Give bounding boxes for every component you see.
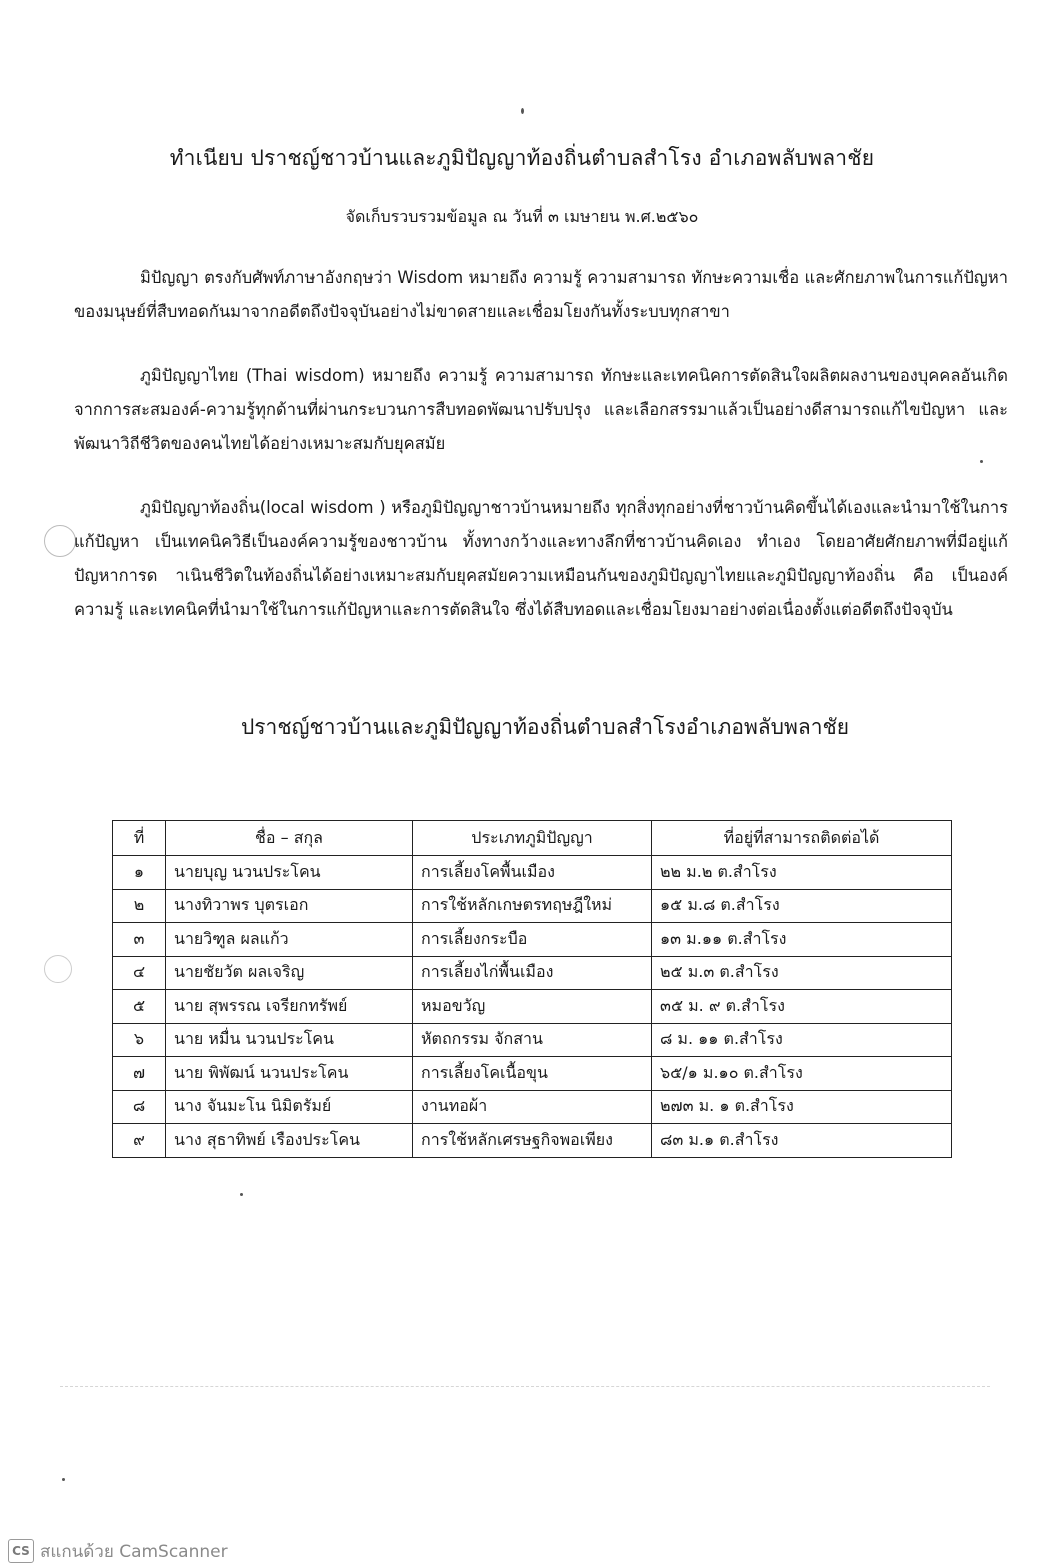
cell-wisdom-type: การเลี้ยงโคเนื้อขุน (413, 1057, 652, 1091)
document-title: ทำเนียบ ปราชญ์ชาวบ้านและภูมิปัญญาท้องถิ่นตำบลสำโรง อำเภอพลับพลาชัย (169, 146, 875, 170)
scan-speck (521, 108, 524, 114)
table-row (113, 1124, 952, 1158)
cell-name: นายชัยวัต ผลเจริญ (166, 956, 413, 990)
cell-address: ๒๗๓ ม. ๑ ต.สำโรง (652, 1090, 952, 1124)
cell-name: นาย หมื่น นวนประโคน (166, 1023, 413, 1057)
cell-address: ๑๕ ม.๘ ต.สำโรง (652, 889, 952, 923)
cell-address: ๘๓ ม.๑ ต.สำโรง (652, 1124, 952, 1158)
table-header-row (113, 821, 952, 856)
cell-number: ๔ (113, 956, 166, 990)
camscanner-label: สแกนด้วย CamScanner (40, 1541, 228, 1562)
punch-hole-mark (44, 955, 72, 983)
cell-name: นางทิวาพร บุตรเอก (166, 889, 413, 923)
cell-name: นายบุญ นวนประโคน (166, 856, 413, 890)
cell-number: ๙ (113, 1124, 166, 1158)
cell-number: ๒ (113, 889, 166, 923)
cell-address: ๒๕ ม.๓ ต.สำโรง (652, 956, 952, 990)
cell-number: ๘ (113, 1090, 166, 1124)
cell-wisdom-type: การใช้หลักเศรษฐกิจพอเพียง (413, 1124, 652, 1158)
cell-address: ๖๕/๑ ม.๑๐ ต.สำโรง (652, 1057, 952, 1091)
cell-name: นาง จันมะโน นิมิตรัมย์ (166, 1090, 413, 1124)
cell-address: ๓๕ ม. ๙ ต.สำโรง (652, 990, 952, 1024)
table-row (113, 856, 952, 890)
scan-speck (62, 1478, 65, 1481)
column-header-number: ที่ (113, 821, 166, 856)
paragraph-thai-wisdom: ภูมิปัญญาไทย (Thai wisdom) หมายถึง ความรู้ ความสามารถ ทักษะและเทคนิคการตัดสินใจผลิตผลงานของบุคคลอันเกิดจากการสะสมองค์-ความรู้ทุกด้านที่ผ่านกระบวนการสืบทอดพัฒนาปรับปรุง และเลือกสรรมาแล้วเป็นอย่างดีสามารถแก้ไขปัญหา และพัฒนาวิถีชีวิตของคนไทยได้อย่างเหมาะสมกับยุคสมัย (74, 366, 1008, 453)
table-row (113, 1023, 952, 1057)
cell-number: ๕ (113, 990, 166, 1024)
cell-wisdom-type: การใช้หลักเกษตรทฤษฎีใหม่ (413, 889, 652, 923)
cell-name: นายวิฑูล ผลแก้ว (166, 923, 413, 957)
table-row (113, 1057, 952, 1091)
cell-wisdom-type: การเลี้ยงกระบือ (413, 923, 652, 957)
wisdom-table (112, 820, 952, 1158)
scan-divider-line (60, 1386, 990, 1387)
column-header-wisdom-type: ประเภทภูมิปัญญา (413, 821, 652, 856)
cell-address: ๑๓ ม.๑๑ ต.สำโรง (652, 923, 952, 957)
cell-wisdom-type: หัตถกรรม จักสาน (413, 1023, 652, 1057)
cell-address: ๒๒ ม.๒ ต.สำโรง (652, 856, 952, 890)
table-row (113, 956, 952, 990)
cell-number: ๓ (113, 923, 166, 957)
table-row (113, 889, 952, 923)
table-row (113, 923, 952, 957)
paragraph-local-wisdom: ภูมิปัญญาท้องถิ่น(local wisdom ) หรือภูมิปัญญาชาวบ้านหมายถึง ทุกสิ่งทุกอย่างที่ชาวบ้านคิดขึ้นได้เองและนำมาใช้ในการแก้ปัญหา เป็นเทคนิควิธีเป็นองค์ความรู้ของชาวบ้าน ทั้งทางกว้างและทางลึกที่ชาวบ้านคิดเอง ทำเอง โดยอาศัยศักยภาพที่มีอยู่แก้ปัญหาการด าเนินชีวิตในท้องถิ่นได้อย่างเหมาะสมกับยุคสมัยความเหมือนกันของภูมิปัญญาไทยและภูมิปัญญาท้องถิ่น คือ เป็นองค์ความรู้ และเทคนิคที่นำมาใช้ในการแก้ปัญหาและการตัดสินใจ ซึ่งได้สืบทอดและเชื่อมโยงมาอย่างต่อเนื่องตั้งแต่อดีตถึงปัจจุบัน (74, 498, 1008, 619)
cell-wisdom-type: การเลี้ยงไก่พื้นเมือง (413, 956, 652, 990)
document-subtitle: จัดเก็บรวบรวมข้อมูล ณ วันที่ ๓ เมษายน พ.ศ.๒๕๖๐ (345, 207, 699, 226)
table-body (113, 856, 952, 1158)
cell-wisdom-type: งานทอผ้า (413, 1090, 652, 1124)
scan-speck (240, 1193, 243, 1196)
cell-number: ๑ (113, 856, 166, 890)
cell-address: ๘ ม. ๑๑ ต.สำโรง (652, 1023, 952, 1057)
table-title: ปราชญ์ชาวบ้านและภูมิปัญญาท้องถิ่นตำบลสำโรงอำเภอพลับพลาชัย (240, 715, 850, 739)
table-row (113, 990, 952, 1024)
cell-number: ๗ (113, 1057, 166, 1091)
cell-wisdom-type: การเลี้ยงโคพื้นเมือง (413, 856, 652, 890)
cell-name: นาง สุธาทิพย์ เรืองประโคน (166, 1124, 413, 1158)
punch-hole-mark (44, 525, 76, 557)
table-row (113, 1090, 952, 1124)
column-header-name: ชื่อ – สกุล (166, 821, 413, 856)
cell-name: นาย สุพรรณ เจรียกทรัพย์ (166, 990, 413, 1024)
cell-name: นาย พิพัฒน์ นวนประโคน (166, 1057, 413, 1091)
camscanner-footer (8, 1539, 228, 1563)
camscanner-logo-icon: CS (8, 1539, 34, 1563)
cell-wisdom-type: หมอขวัญ (413, 990, 652, 1024)
paragraph-wisdom: มิปัญญา ตรงกับศัพท์ภาษาอังกฤษว่า Wisdom หมายถึง ความรู้ ความสามารถ ทักษะความเชื่อ และศักยภาพในการแก้ปัญหาของมนุษย์ที่สืบทอดกันมาจากอดีตถึงปัจจุบันอย่างไม่ขาดสายและเชื่อมโยงกันทั้งระบบทุกสาขา (74, 268, 1008, 321)
cell-number: ๖ (113, 1023, 166, 1057)
column-header-address: ที่อยู่ที่สามารถติดต่อได้ (652, 821, 952, 856)
